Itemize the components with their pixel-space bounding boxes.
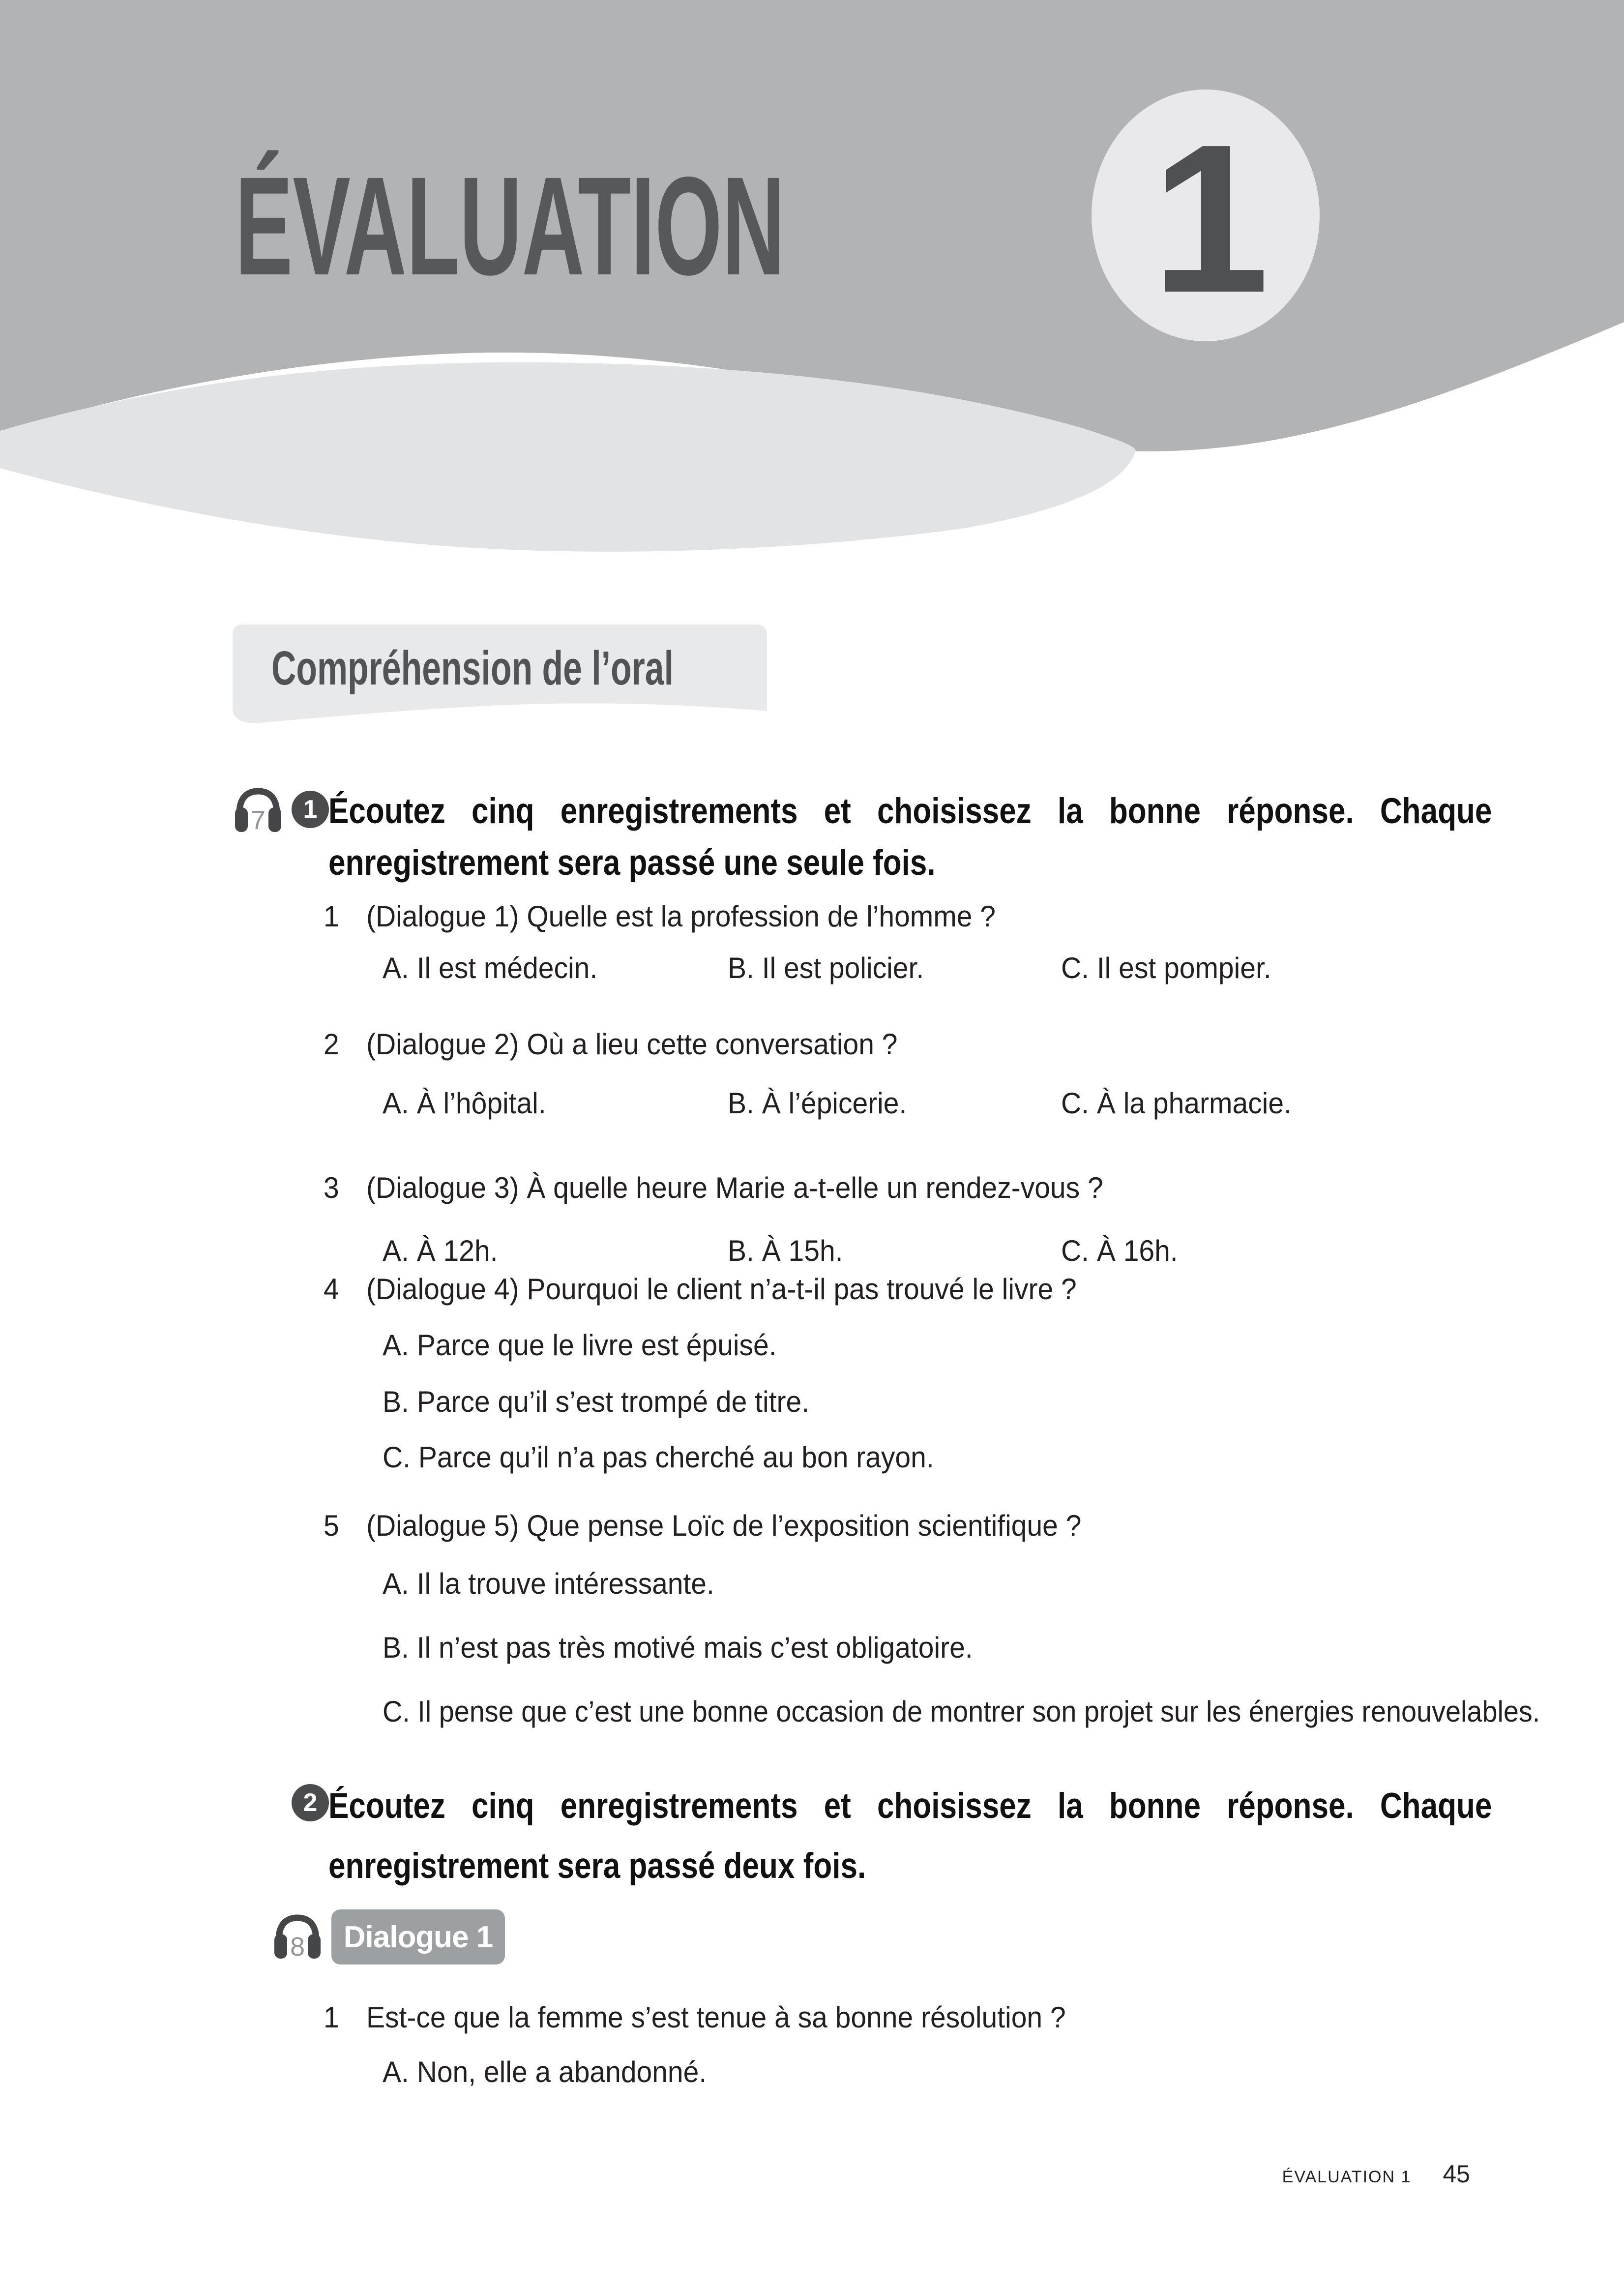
option-b: B. À 15h. <box>728 1234 843 1267</box>
page-header <box>0 0 1624 747</box>
question-number: 2 <box>324 1028 339 1061</box>
option-b: B. Parce qu’il s’est trompé de titre. <box>383 1385 810 1418</box>
audio-track-number: 7 <box>250 805 266 834</box>
question-text: (Dialogue 5) Que pense Loïc de l’exposition scientifique ? <box>366 1509 1082 1542</box>
option-b: B. Il n’est pas très motivé mais c’est obligatoire. <box>383 1631 973 1664</box>
question-text: (Dialogue 3) À quelle heure Marie a-t-elle un rendez-vous ? <box>366 1171 1103 1204</box>
option-a: A. Il la trouve intéressante. <box>383 1567 714 1600</box>
option-b: B. Il est policier. <box>728 952 924 984</box>
dialogue-banner <box>331 1909 505 1965</box>
instruction-line: Écoutez cinq enregistrements et choisissez la bonne réponse. Chaque <box>328 1786 1492 1826</box>
option-a: A. À l’hôpital. <box>383 1087 546 1120</box>
footer-section-label: ÉVALUATION 1 <box>1282 2168 1412 2186</box>
question-text: (Dialogue 4) Pourquoi le client n’a-t-il pas trouvé le livre ? <box>366 1273 1077 1306</box>
option-c: C. Il est pompier. <box>1061 952 1271 984</box>
instruction-line: enregistrement sera passé deux fois. <box>328 1846 866 1886</box>
ear-cup-left <box>274 1934 287 1959</box>
option-a: A. Parce que le livre est épuisé. <box>383 1329 777 1362</box>
ear-cup-right <box>268 807 281 832</box>
page-title: ÉVALUATION <box>235 148 785 304</box>
unit-number: 1 <box>1152 101 1270 337</box>
audio-track-number: 8 <box>290 1932 305 1961</box>
instruction-line: Écoutez cinq enregistrements et choisissez la bonne réponse. Chaque <box>328 791 1492 831</box>
option-c: C. Parce qu’il n’a pas cherché au bon rayon. <box>383 1441 934 1474</box>
page-number: 45 <box>1443 2160 1470 2188</box>
option-c: C. À la pharmacie. <box>1061 1087 1292 1120</box>
question-number: 4 <box>324 1273 339 1306</box>
question-text: (Dialogue 1) Quelle est la profession de l’homme ? <box>366 900 996 933</box>
option-b: B. À l’épicerie. <box>728 1087 907 1120</box>
question-number: 3 <box>324 1171 339 1204</box>
question-number: 5 <box>324 1509 339 1542</box>
section-title: Compréhension de l’oral <box>271 641 674 695</box>
page-footer <box>1282 2160 1470 2188</box>
headphones-icon <box>273 1914 322 1961</box>
ear-cup-left <box>235 807 248 832</box>
option-a: A. Il est médecin. <box>383 952 598 984</box>
question-number: 1 <box>324 2001 339 2034</box>
question-number: 1 <box>324 900 339 933</box>
instruction-line: enregistrement sera passé une seule fois. <box>328 843 936 883</box>
ear-cup-right <box>308 1934 321 1959</box>
option-c: C. Il pense que c’est une bonne occasion de montrer son projet sur les énergies renouvelables. <box>383 1695 1540 1728</box>
dialogue-banner-label: Dialogue 1 <box>343 1920 493 1954</box>
option-c: C. À 16h. <box>1061 1234 1178 1267</box>
exercise-number-badge: 1 <box>292 791 329 828</box>
option-a: A. À 12h. <box>383 1234 498 1267</box>
headphones-icon <box>234 788 283 834</box>
option-a: A. Non, elle a abandonné. <box>383 2055 707 2088</box>
question-text: (Dialogue 2) Où a lieu cette conversation ? <box>366 1028 898 1061</box>
exercise-number-badge: 2 <box>292 1784 329 1821</box>
question-text: Est-ce que la femme s’est tenue à sa bonne résolution ? <box>366 2001 1066 2034</box>
